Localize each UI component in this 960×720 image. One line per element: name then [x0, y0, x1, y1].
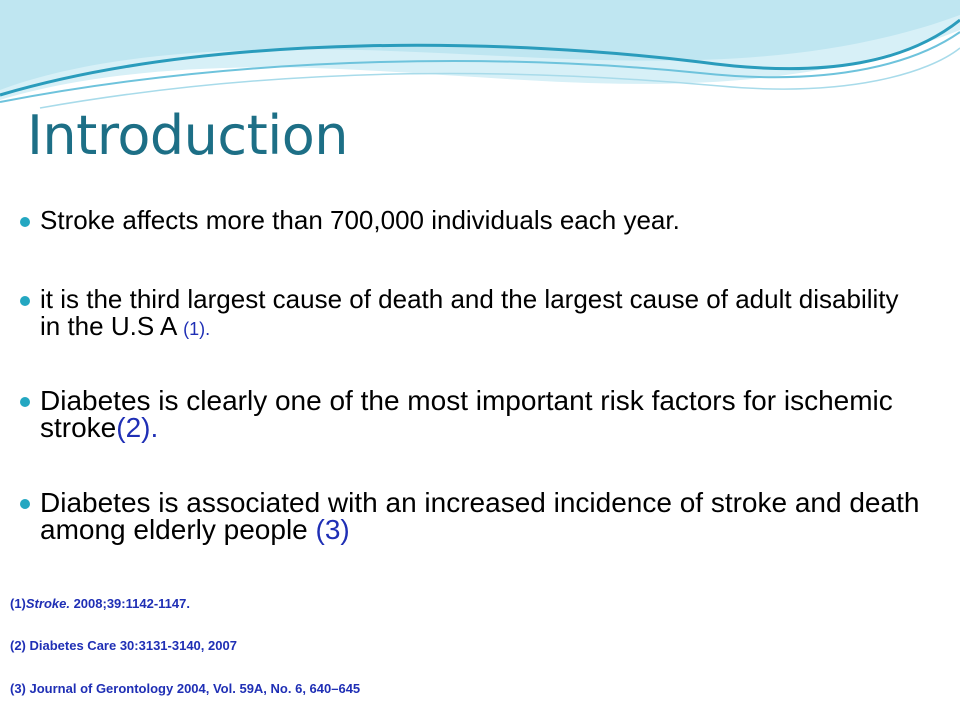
bullet-dot-icon	[20, 397, 30, 407]
reference-item	[10, 638, 237, 654]
reference-details: 2008;39:1142-1147.	[69, 596, 190, 611]
bullet-item	[40, 286, 920, 343]
bullet-reference: (3)	[315, 514, 350, 545]
reference-journal: Stroke.	[25, 596, 70, 611]
bullet-text: it is the third largest cause of death and the largest cause of adult disability in the U.S A	[40, 284, 899, 341]
bullet-item	[40, 489, 920, 543]
reference-item	[10, 596, 190, 612]
bullet-item	[40, 387, 920, 441]
reference-item	[10, 681, 360, 697]
bullet-dot-icon	[20, 296, 30, 306]
bullet-reference: (2).	[116, 412, 159, 443]
bullet-reference: (1).	[183, 319, 211, 339]
bullet-text: Diabetes is associated with an increased incidence of stroke and death among elderly people	[40, 487, 920, 545]
bullet-text: Stroke affects more than 700,000 individuals each year.	[40, 205, 680, 235]
bullet-item	[40, 207, 920, 234]
bullet-dot-icon	[20, 499, 30, 509]
reference-prefix: (1)	[10, 596, 26, 611]
reference-text: (2) Diabetes Care 30:3131-3140, 2007	[10, 638, 237, 653]
bullet-dot-icon	[20, 217, 30, 227]
reference-text: (3) Journal of Gerontology 2004, Vol. 59A, No. 6, 640–645	[10, 681, 361, 696]
bullet-text: Diabetes is clearly one of the most important risk factors for ischemic stroke	[40, 385, 893, 443]
slide-title: Introduction	[27, 104, 349, 167]
